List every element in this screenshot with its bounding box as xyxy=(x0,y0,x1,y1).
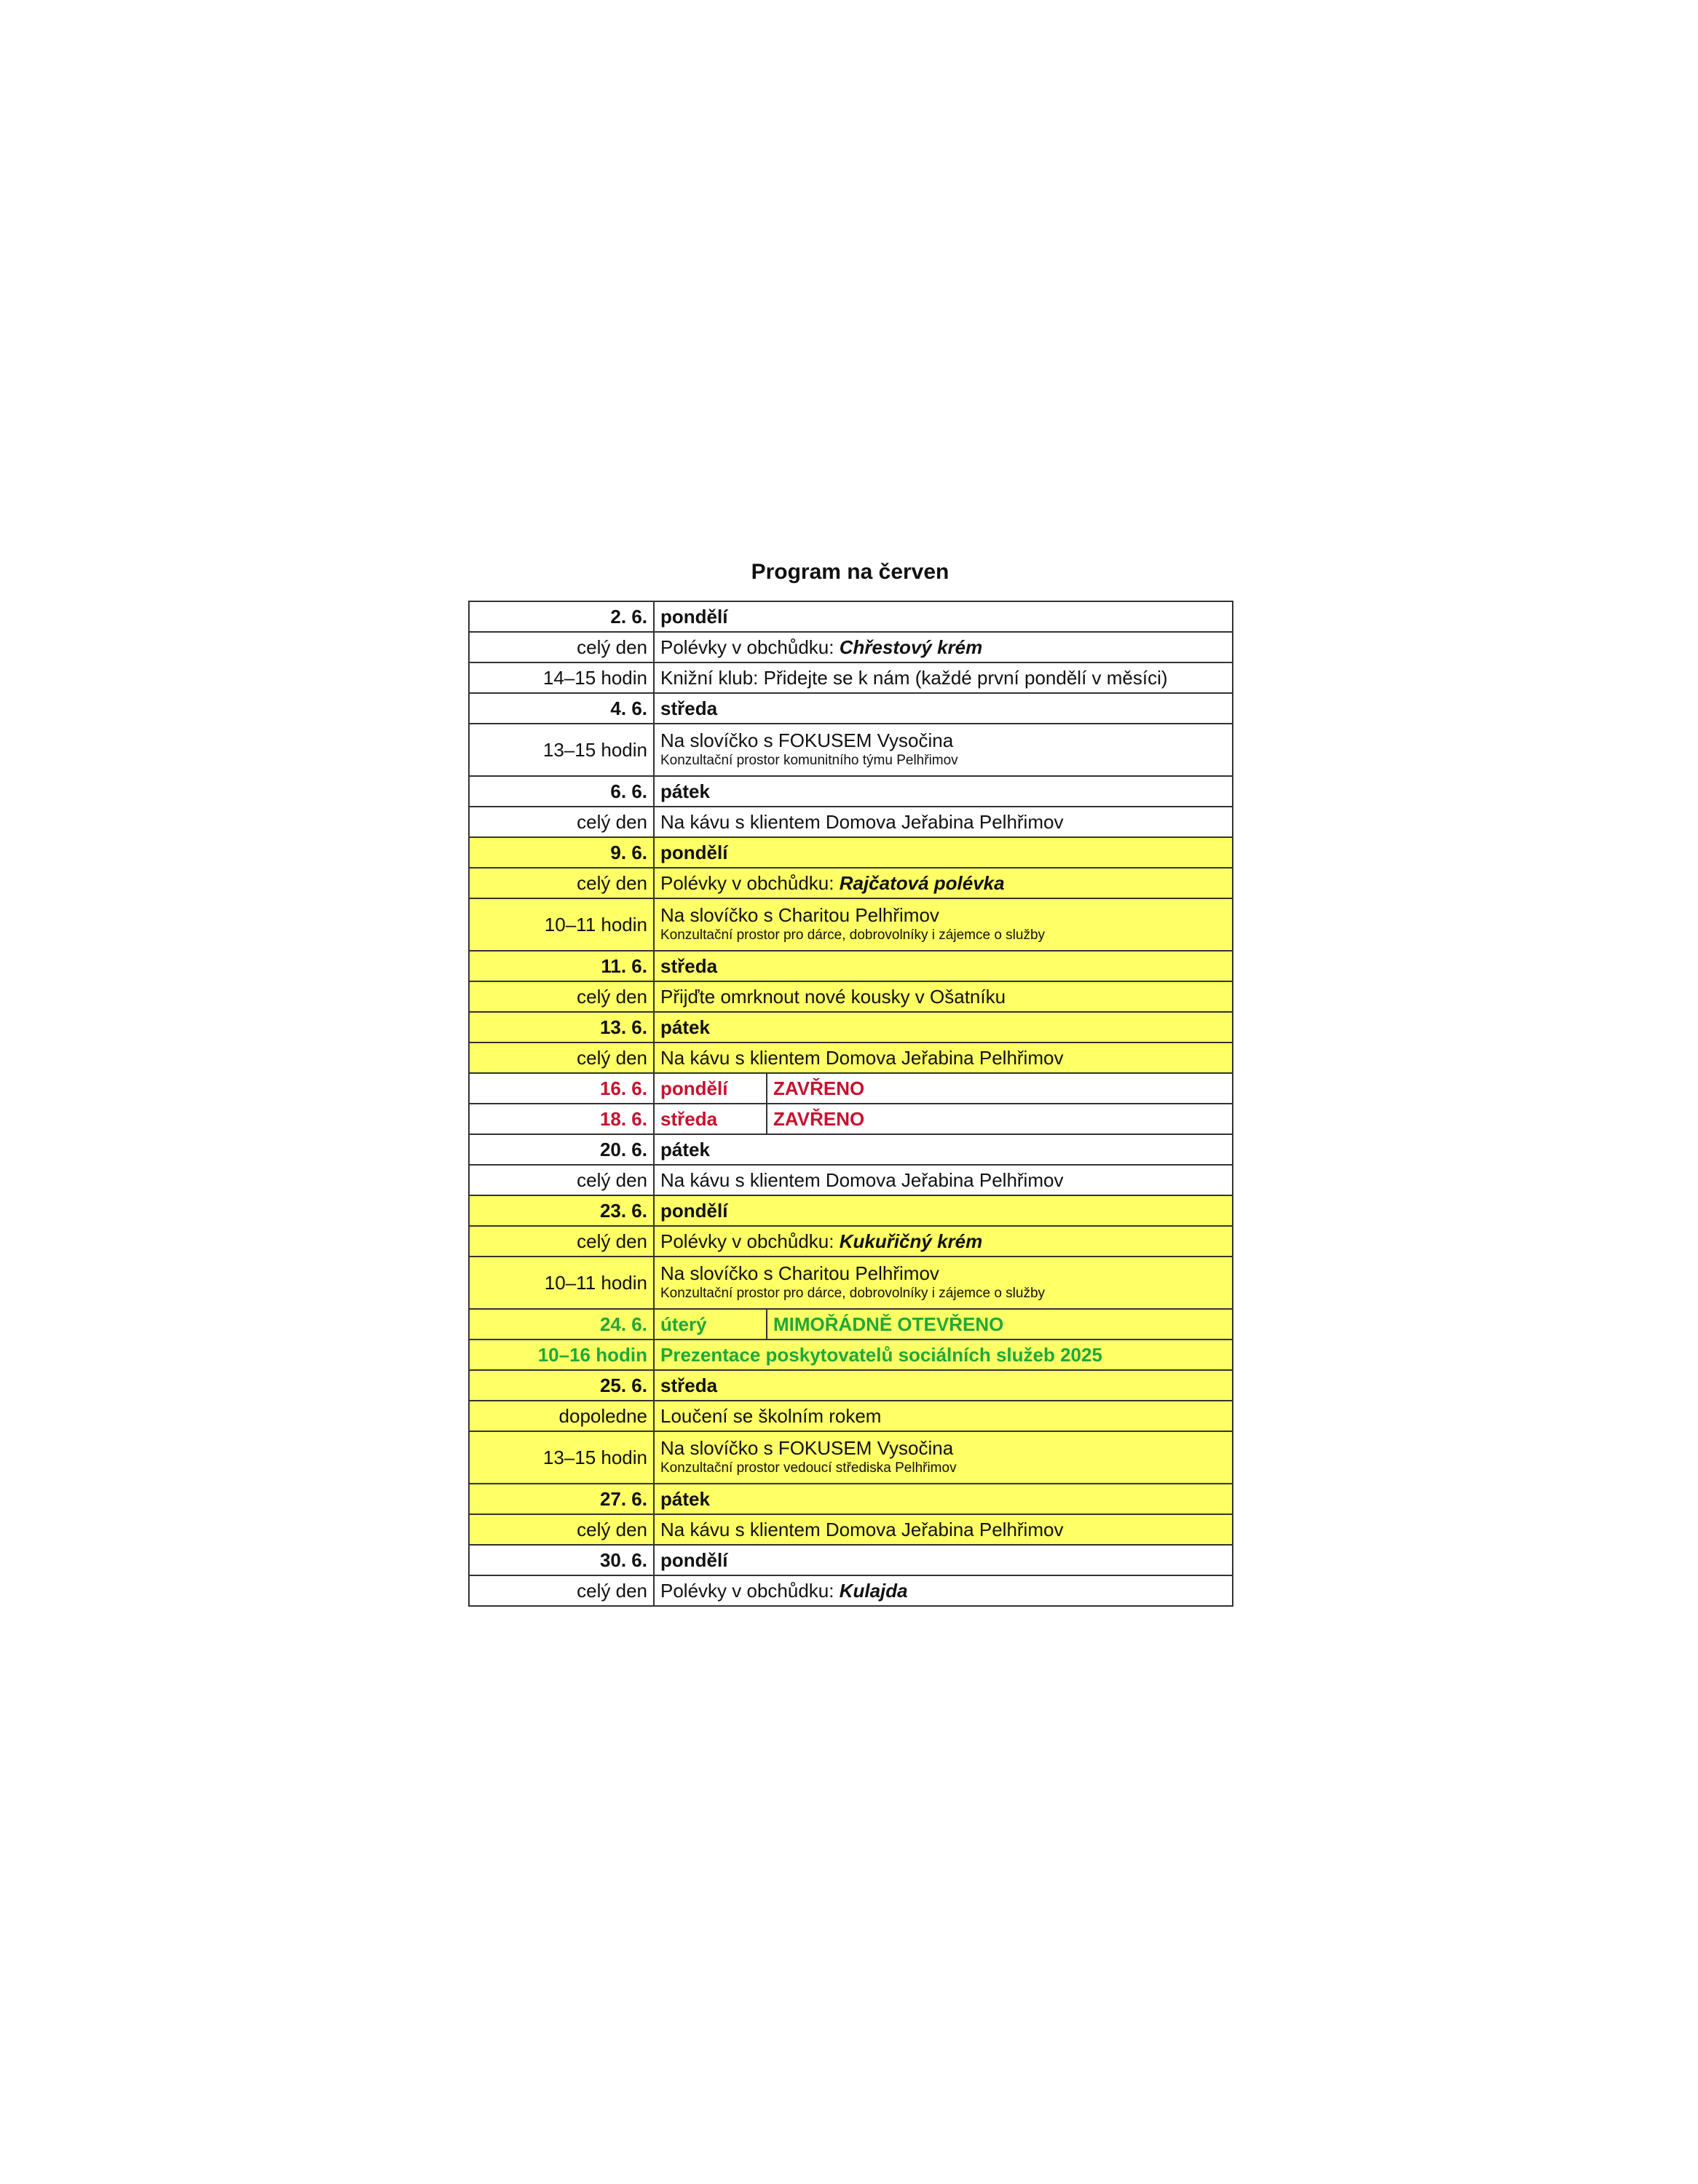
event-time: 13–15 hodin xyxy=(469,724,654,776)
event-text: Polévky v obchůdku: xyxy=(660,1580,840,1602)
program-table xyxy=(468,601,1233,1607)
event-row xyxy=(469,632,1233,662)
event-subtext: Konzultační prostor pro dárce, dobrovolníky i zájemce o služby xyxy=(660,927,1046,943)
event-row xyxy=(469,1514,1233,1545)
date-cell: 4. 6. xyxy=(469,693,654,724)
event-description xyxy=(654,1340,1233,1370)
weekday-cell: pondělí xyxy=(654,1195,1233,1226)
event-row xyxy=(469,807,1233,837)
event-text: Na kávu s klientem Domova Jeřabina Pelhřimov xyxy=(660,1169,1064,1191)
event-subtext: Konzultační prostor pro dárce, dobrovolníky i zájemce o služby xyxy=(660,1286,1046,1301)
event-time: 10–11 hodin xyxy=(469,1257,654,1309)
status-badge: MIMOŘÁDNĚ OTEVŘENO xyxy=(767,1309,1233,1340)
date-cell: 24. 6. xyxy=(469,1309,654,1340)
event-row xyxy=(469,1431,1233,1484)
day-row xyxy=(469,951,1233,981)
day-row xyxy=(469,601,1233,632)
event-description xyxy=(654,1514,1233,1545)
event-row xyxy=(469,1401,1233,1431)
weekday-cell: pondělí xyxy=(654,601,1233,632)
day-row xyxy=(469,1012,1233,1042)
date-cell: 2. 6. xyxy=(469,601,654,632)
event-highlight: Kulajda xyxy=(839,1580,908,1602)
day-row xyxy=(469,1309,1233,1340)
event-subtext: Konzultační prostor komunitního týmu Pelhřimov xyxy=(660,753,958,768)
weekday-cell: středa xyxy=(654,1370,1233,1401)
date-cell: 27. 6. xyxy=(469,1484,654,1514)
event-description xyxy=(654,724,1233,776)
day-row xyxy=(469,1195,1233,1226)
date-cell: 13. 6. xyxy=(469,1012,654,1042)
event-description xyxy=(654,868,1233,898)
date-cell: 30. 6. xyxy=(469,1545,654,1575)
day-row xyxy=(469,776,1233,807)
day-row xyxy=(469,1073,1233,1104)
event-highlight: Rajčatová polévka xyxy=(839,872,1005,894)
event-text: Knižní klub: Přidejte se k nám (každé první pondělí v měsíci) xyxy=(660,667,1168,689)
event-subtext: Konzultační prostor vedoucí střediska Pelhřimov xyxy=(660,1460,957,1476)
event-time: celý den xyxy=(469,1575,654,1606)
weekday-cell: pondělí xyxy=(654,1545,1233,1575)
event-time: 13–15 hodin xyxy=(469,1431,654,1484)
event-text: Přijďte omrknout nové kousky v Ošatníku xyxy=(660,986,1006,1008)
status-badge: ZAVŘENO xyxy=(767,1073,1233,1104)
event-row xyxy=(469,898,1233,951)
event-time: celý den xyxy=(469,1042,654,1073)
weekday-cell: středa xyxy=(654,951,1233,981)
event-row xyxy=(469,981,1233,1012)
event-highlight: Kukuřičný krém xyxy=(839,1230,983,1252)
event-time: celý den xyxy=(469,1165,654,1195)
event-time: celý den xyxy=(469,1514,654,1545)
page-title: Program na červen xyxy=(751,560,949,584)
event-row xyxy=(469,1042,1233,1073)
event-time: 10–11 hodin xyxy=(469,898,654,951)
program-table-body xyxy=(469,601,1233,1606)
weekday-cell: pátek xyxy=(654,1134,1233,1165)
event-text: Polévky v obchůdku: xyxy=(660,636,840,658)
event-description xyxy=(654,1257,1233,1309)
event-row xyxy=(469,868,1233,898)
event-description xyxy=(654,1165,1233,1195)
event-row xyxy=(469,1575,1233,1606)
weekday-cell: pátek xyxy=(654,776,1233,807)
event-text: Na slovíčko s Charitou Pelhřimov xyxy=(660,1262,939,1284)
weekday-cell: středa xyxy=(654,693,1233,724)
event-time: celý den xyxy=(469,981,654,1012)
day-row xyxy=(469,693,1233,724)
event-row xyxy=(469,1257,1233,1309)
weekday-cell: pátek xyxy=(654,1012,1233,1042)
date-cell: 9. 6. xyxy=(469,837,654,868)
event-description xyxy=(654,1042,1233,1073)
event-description xyxy=(654,1401,1233,1431)
weekday-cell: pondělí xyxy=(654,837,1233,868)
day-row xyxy=(469,1545,1233,1575)
event-text: Na slovíčko s FOKUSEM Vysočina xyxy=(660,729,954,751)
weekday-cell: úterý xyxy=(654,1309,767,1340)
event-text: Loučení se školním rokem xyxy=(660,1405,882,1427)
event-row xyxy=(469,1226,1233,1257)
weekday-cell: středa xyxy=(654,1104,767,1134)
date-cell: 20. 6. xyxy=(469,1134,654,1165)
day-row xyxy=(469,1484,1233,1514)
date-cell: 23. 6. xyxy=(469,1195,654,1226)
event-time: celý den xyxy=(469,632,654,662)
day-row xyxy=(469,837,1233,868)
date-cell: 25. 6. xyxy=(469,1370,654,1401)
event-text: Polévky v obchůdku: xyxy=(660,872,840,894)
event-description xyxy=(654,981,1233,1012)
date-cell: 16. 6. xyxy=(469,1073,654,1104)
event-text: Na slovíčko s FOKUSEM Vysočina xyxy=(660,1437,954,1459)
status-badge: ZAVŘENO xyxy=(767,1104,1233,1134)
event-text: Na kávu s klientem Domova Jeřabina Pelhřimov xyxy=(660,1047,1064,1069)
event-text: Na kávu s klientem Domova Jeřabina Pelhřimov xyxy=(660,811,1064,833)
date-cell: 18. 6. xyxy=(469,1104,654,1134)
event-time: celý den xyxy=(469,868,654,898)
weekday-cell: pátek xyxy=(654,1484,1233,1514)
event-description xyxy=(654,632,1233,662)
event-description xyxy=(654,1226,1233,1257)
day-row xyxy=(469,1370,1233,1401)
day-row xyxy=(469,1134,1233,1165)
event-text: Na kávu s klientem Domova Jeřabina Pelhřimov xyxy=(660,1519,1064,1540)
weekday-cell: pondělí xyxy=(654,1073,767,1104)
event-description xyxy=(654,807,1233,837)
event-description xyxy=(654,1431,1233,1484)
event-text: Na slovíčko s Charitou Pelhřimov xyxy=(660,904,939,926)
date-cell: 11. 6. xyxy=(469,951,654,981)
event-time: 10–16 hodin xyxy=(469,1340,654,1370)
event-time: dopoledne xyxy=(469,1401,654,1431)
day-row xyxy=(469,1104,1233,1134)
event-row xyxy=(469,724,1233,776)
event-row xyxy=(469,662,1233,693)
event-highlight: Chřestový krém xyxy=(839,636,983,658)
date-cell: 6. 6. xyxy=(469,776,654,807)
event-time: 14–15 hodin xyxy=(469,662,654,693)
event-description xyxy=(654,898,1233,951)
event-description xyxy=(654,1575,1233,1606)
event-description xyxy=(654,662,1233,693)
event-row xyxy=(469,1340,1233,1370)
event-time: celý den xyxy=(469,807,654,837)
event-time: celý den xyxy=(469,1226,654,1257)
event-text: Prezentace poskytovatelů sociálních služeb 2025 xyxy=(660,1344,1102,1366)
event-text: Polévky v obchůdku: xyxy=(660,1230,840,1252)
event-row xyxy=(469,1165,1233,1195)
